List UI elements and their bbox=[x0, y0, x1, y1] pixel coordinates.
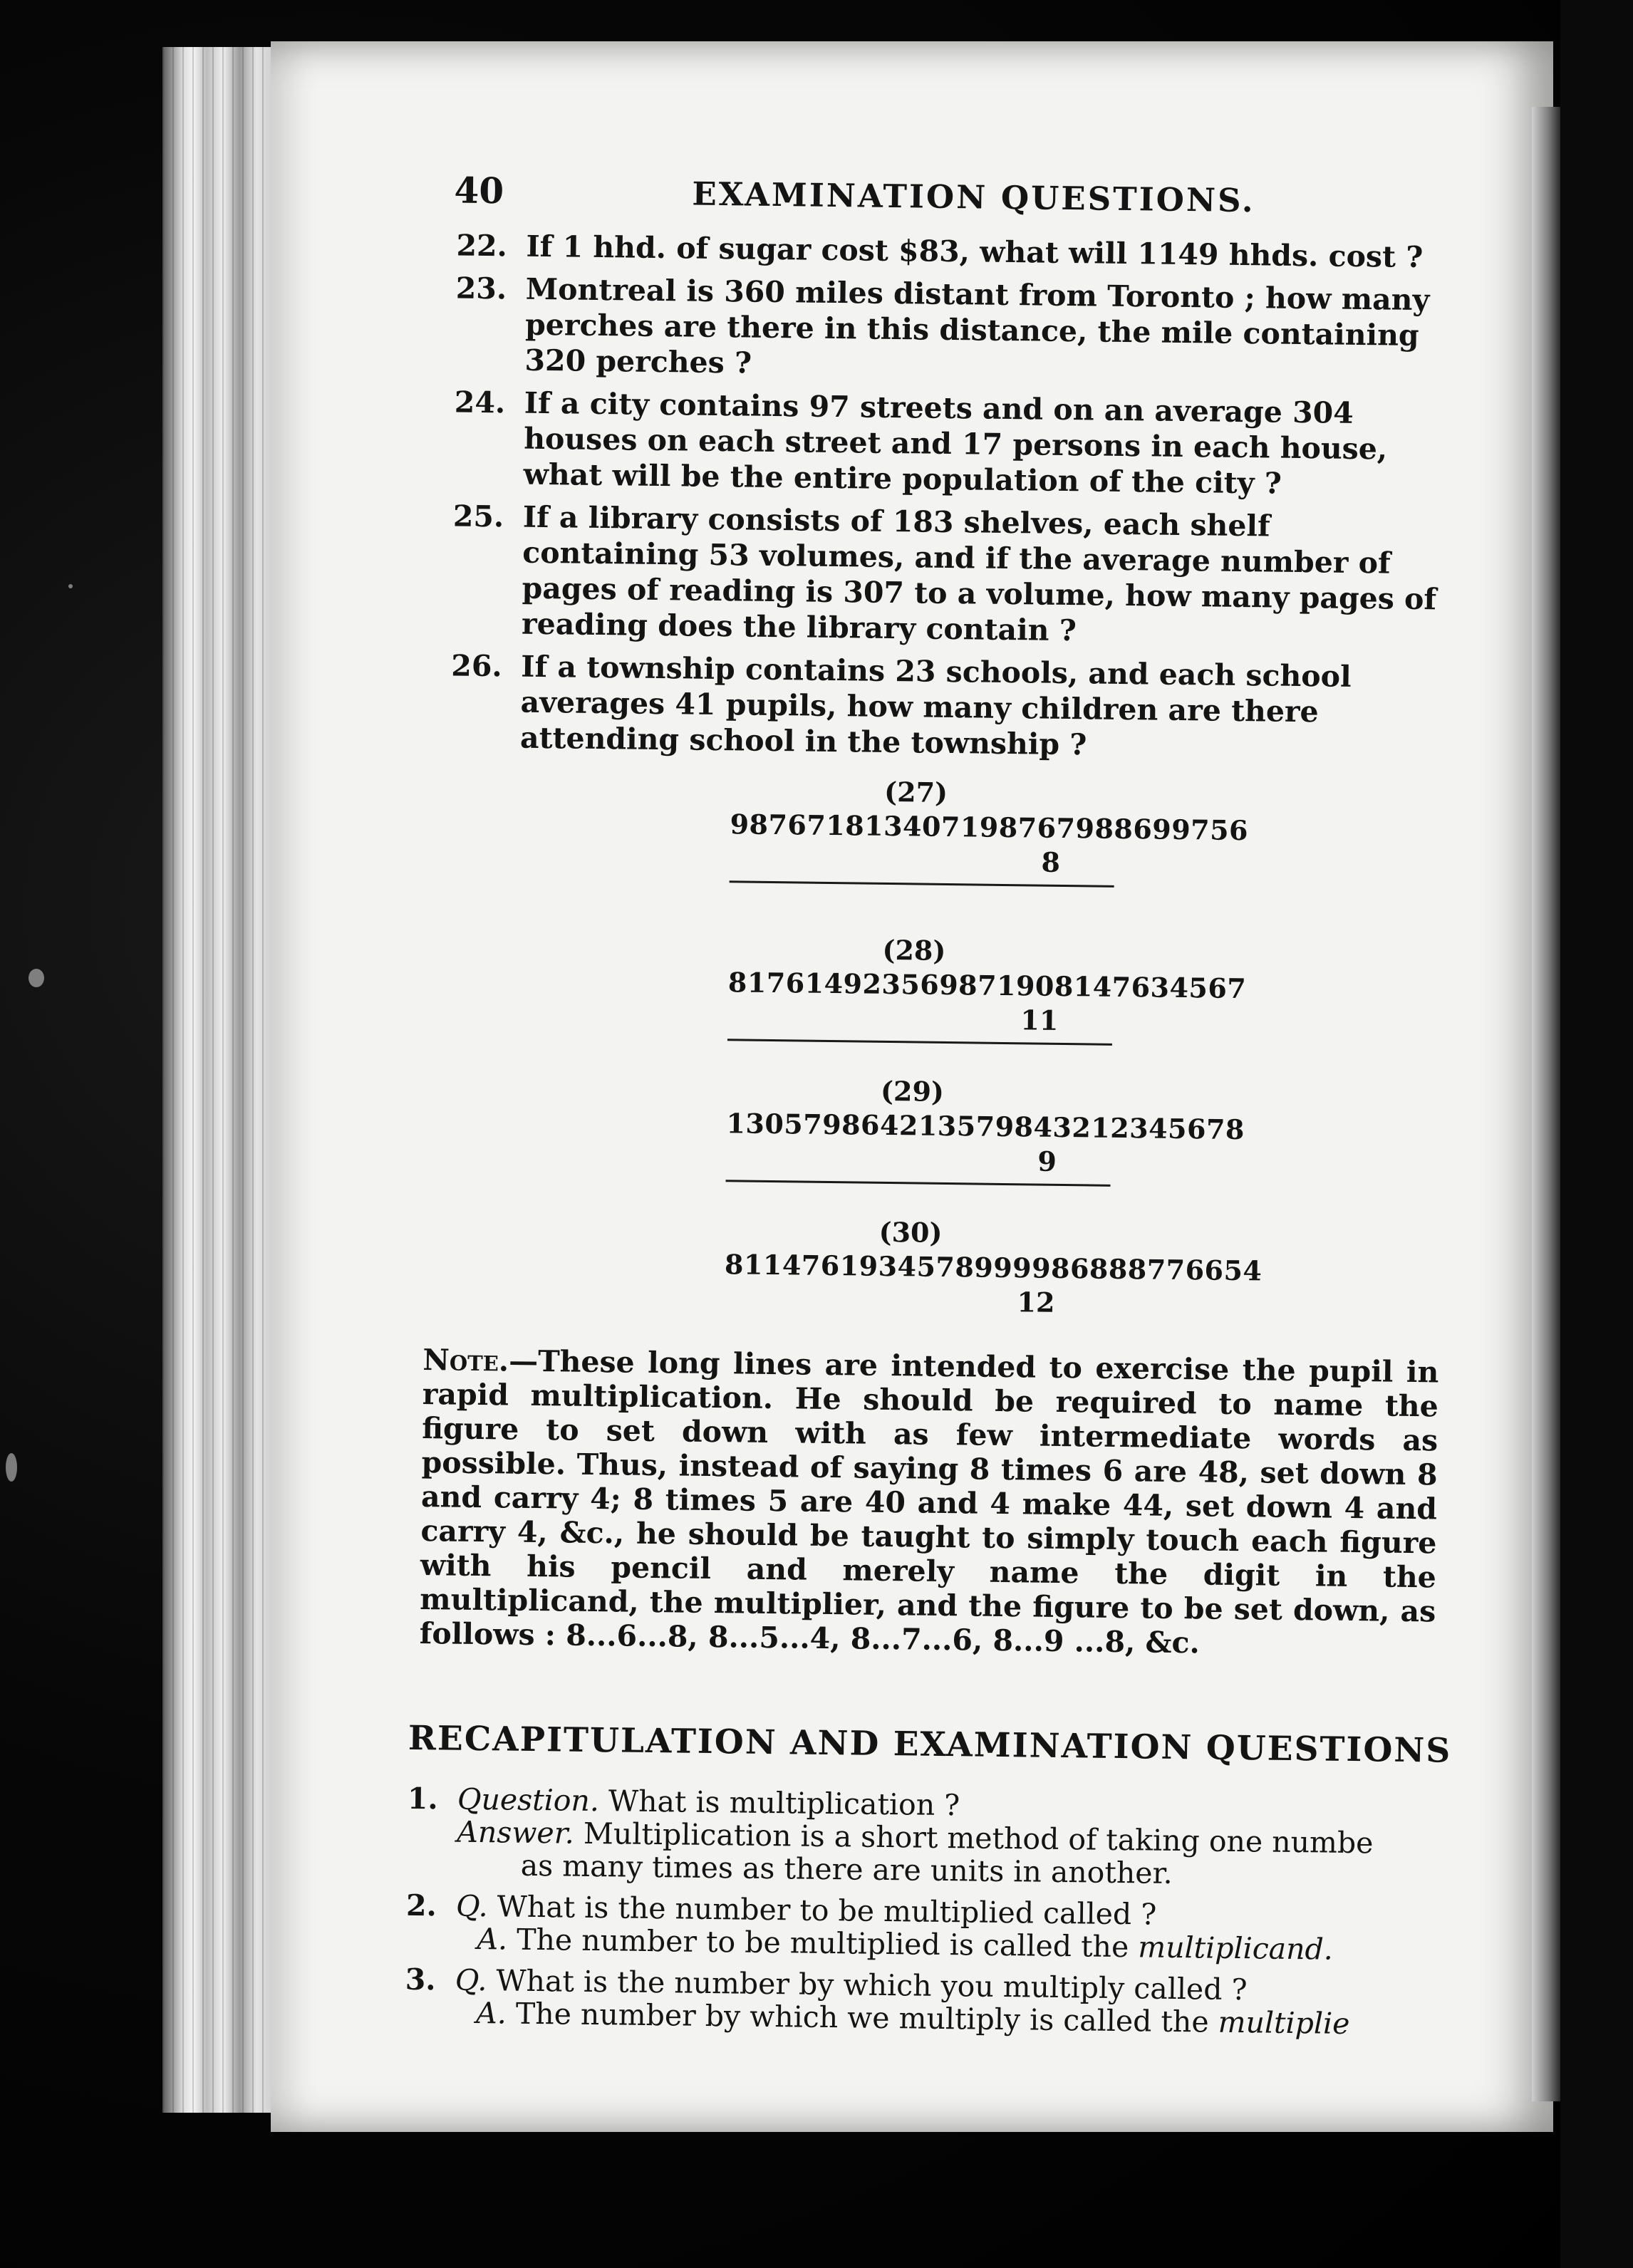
teacher-note bbox=[409, 1343, 1438, 1663]
multiplicand: 98767181340719876798869975​6 bbox=[730, 808, 1249, 847]
question-number: 2. bbox=[405, 1888, 437, 1923]
question-text: What is the number by which you multiply called ? bbox=[496, 1963, 1248, 2007]
recap-question-2 bbox=[405, 1889, 1432, 1967]
exercise-29 bbox=[415, 1069, 1442, 1219]
multiplier: 12 bbox=[1017, 1286, 1055, 1318]
exercise-label: (27) bbox=[883, 775, 948, 808]
page-gutter-shadow bbox=[1532, 107, 1560, 2101]
question-label: Question. bbox=[457, 1781, 600, 1819]
answer-continuation: as many times as there are units in another. bbox=[520, 1848, 1173, 1890]
answer-text: The number by which we multiply is called the bbox=[515, 1996, 1218, 2039]
note-label: Note. bbox=[422, 1343, 509, 1378]
problem-number: 23. bbox=[455, 271, 507, 306]
problem-text: If a township contains 23 schools, and each school averages 41 pupils, how many children are there attending school in the township ? bbox=[519, 649, 1352, 762]
answer-label: A. bbox=[475, 1996, 507, 2031]
multiplier: 11 bbox=[1020, 1004, 1059, 1036]
question-number: 3. bbox=[405, 1962, 436, 1997]
question-text: What is the number to be multiplied called ? bbox=[497, 1889, 1157, 1932]
question-text: What is multiplication ? bbox=[608, 1784, 960, 1823]
scan-speck bbox=[6, 1453, 17, 1482]
multiplicand: 81761492356987190814763456​7 bbox=[727, 966, 1247, 1005]
problem-number: 26. bbox=[451, 648, 502, 684]
problem-text: If 1 hhd. of sugar cost $83, what will 1149 hhds. cost ? bbox=[526, 229, 1424, 275]
running-head-title: EXAMINATION QUESTIONS. bbox=[692, 175, 1255, 220]
scan-speck bbox=[68, 584, 73, 588]
problem-number: 25. bbox=[452, 499, 504, 534]
question-number: 1. bbox=[407, 1781, 439, 1816]
problem-text: If a city contains 97 streets and on an average 304 houses on each street and 17 persons in each house, what will be the entire population of the city ? bbox=[523, 385, 1388, 501]
page-content bbox=[405, 160, 1453, 2041]
answer-term: multiplie bbox=[1218, 2004, 1350, 2041]
multiplier: 8 bbox=[1041, 846, 1061, 878]
question-label: Q. bbox=[455, 1962, 487, 1998]
answer-label: A. bbox=[477, 1922, 508, 1957]
sum-rule bbox=[726, 1180, 1111, 1187]
scan-speck bbox=[28, 969, 44, 987]
page-number: 40 bbox=[454, 169, 504, 212]
problem-number: 22. bbox=[456, 228, 508, 264]
problem-23 bbox=[425, 270, 1452, 390]
exercise-27 bbox=[418, 770, 1446, 920]
answer-term: multiplicand. bbox=[1137, 1930, 1334, 1967]
running-head bbox=[427, 160, 1453, 237]
answer-text: Multiplication is a short method of taking one numbe bbox=[583, 1816, 1374, 1861]
exercise-28 bbox=[416, 928, 1443, 1078]
question-label: Q. bbox=[455, 1888, 488, 1924]
problem-text: Montreal is 360 miles distant from Toronto ; how many perches are there in this distance, the mile containing 320 perches ? bbox=[524, 271, 1430, 380]
recap-question-3 bbox=[405, 1963, 1431, 2041]
problem-26 bbox=[420, 647, 1448, 767]
multiplicand: 13057986421357984321234567​8 bbox=[726, 1107, 1245, 1146]
exercise-label: (28) bbox=[882, 933, 946, 967]
sum-rule bbox=[727, 1039, 1112, 1046]
background-edge bbox=[1560, 0, 1633, 2268]
word-problems bbox=[420, 227, 1453, 767]
exercise-label: (29) bbox=[880, 1074, 945, 1108]
multiplicand: 81147619345789999868887766​54 bbox=[724, 1248, 1263, 1287]
note-text: —These long lines are intended to exercise the pupil in rapid multiplication. He should be required to name the figure to set down with as few intermediate words as possible. Thus, instead of saying 8 times 6 are 48, set down 8 and carry 4; 8 times 5 are 40 and 4 make 44, set down 4 and carry 4, &c., he should be taught to simply touch each figure with his pencil and merely name the digit in the multiplicand, the multiplier, and the figure to be set down, as follows : 8...6...8, 8...5...4, 8...7...6, 8...9 ...8, &c. bbox=[419, 1343, 1439, 1660]
book-spine bbox=[162, 47, 273, 2113]
answer-label: Answer. bbox=[457, 1814, 575, 1851]
multiplier: 9 bbox=[1037, 1145, 1057, 1177]
problem-25 bbox=[422, 498, 1449, 653]
problem-text: If a library consists of 183 shelves, each shelf containing 53 volumes, and if the average number of pages of reading is 307 to a volume, how many pages of reading does the library contain ? bbox=[521, 499, 1437, 648]
answer-text: The number to be multiplied is called the bbox=[516, 1922, 1139, 1965]
recap-question-1 bbox=[406, 1782, 1434, 1893]
exercise-30 bbox=[413, 1210, 1441, 1330]
problem-number: 24. bbox=[454, 385, 506, 420]
problem-24 bbox=[423, 384, 1451, 504]
section-title: RECAPITULATION AND EXAMINATION QUESTIONS bbox=[408, 1718, 1452, 1771]
exercise-label: (30) bbox=[878, 1215, 943, 1249]
sum-rule bbox=[730, 880, 1114, 888]
